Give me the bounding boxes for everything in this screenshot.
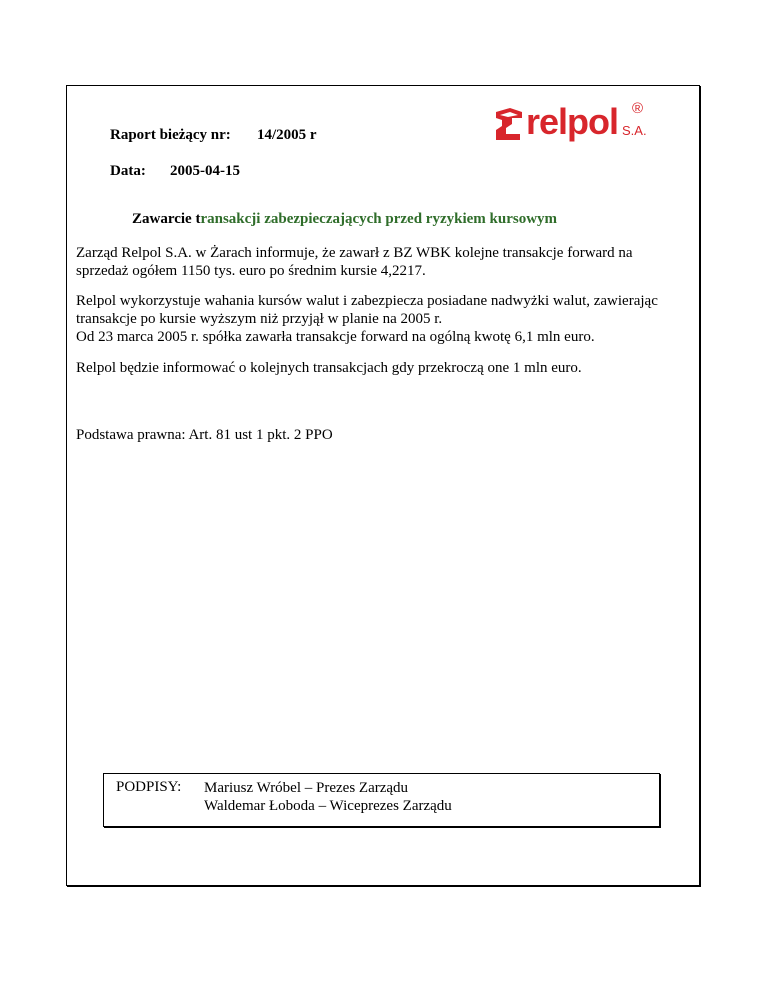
date-value: 2005-04-15 [170,163,240,179]
paragraph-1 [76,244,686,280]
relpol-emblem-icon [492,104,526,144]
logo-suffix: S.A. [622,123,647,138]
announcement-title [132,211,557,228]
title-rest: ransakcji zabezpieczających przed ryzykiem kursowym [200,211,558,227]
signatory-2: Waldemar Łoboda – Wiceprezes Zarządu [204,798,452,814]
signatures-box [103,773,660,827]
signatures-label: PODPISY: [116,779,182,795]
signatures-names [204,779,452,815]
title-prefix: Zawarcie t [132,211,201,227]
relpol-logo [492,100,662,146]
document-frame [66,85,700,886]
report-number-label: Raport bieżący nr: [110,127,231,143]
paragraph-2 [76,292,686,346]
paragraph-2-line-3: Od 23 marca 2005 r. spółka zawarła transakcje forward na ogólną kwotę 6,1 mln euro. [76,329,595,345]
report-number-value: 14/2005 r [257,127,317,143]
date-label: Data: [110,163,146,179]
registered-mark: ® [632,100,644,117]
paragraph-2-line-1: Relpol wykorzystuje wahania kursów walut i zabezpiecza posiadane nadwyżki walut, zawierając [76,293,658,309]
paragraph-2-line-2: transakcje po kursie wyższym niż przyjął w planie na 2005 r. [76,311,443,327]
legal-basis: Podstawa prawna: Art. 81 ust 1 pkt. 2 PPO [76,427,333,443]
signatory-1: Mariusz Wróbel – Prezes Zarządu [204,780,409,796]
paragraph-3: Relpol będzie informować o kolejnych transakcjach gdy przekroczą one 1 mln euro. [76,360,582,376]
paragraph-1-line-2: sprzedaż ogółem 1150 tys. euro po średnim kursie 4,2217. [76,263,426,279]
logo-wordmark: relpol [526,101,619,142]
paragraph-1-line-1: Zarząd Relpol S.A. w Żarach informuje, że zawarł z BZ WBK kolejne transakcje forward na [76,245,633,261]
